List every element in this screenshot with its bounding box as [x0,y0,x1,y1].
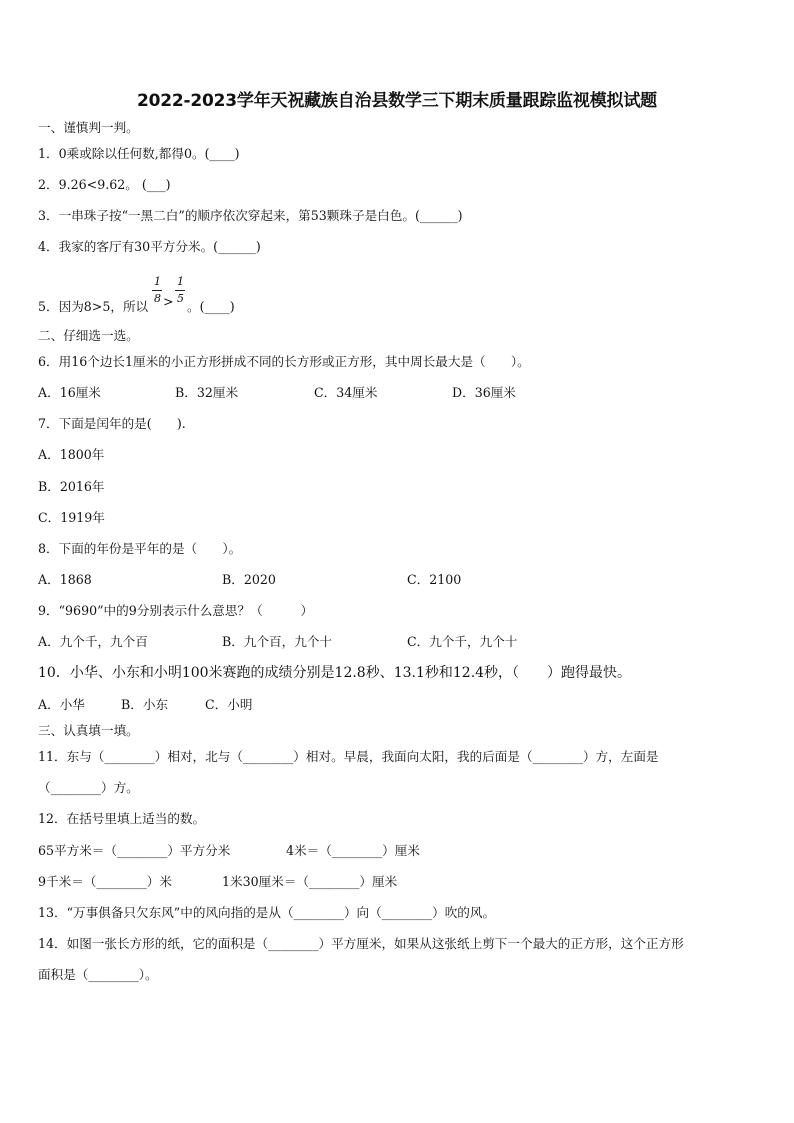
q8-option-a: A．1868 [38,572,92,587]
question-14-line-2: 面积是（________）。 [38,967,158,982]
q6-option-b: B．32厘米 [175,385,239,400]
q6-option-c: C．34厘米 [314,385,378,400]
question-13: 13．“万事俱备只欠东风”中的风向指的是从（________）向（________）吹的风。 [38,905,496,920]
fraction-2-numerator: 1 [177,275,184,288]
q12-item-d: 1米30厘米＝（________）厘米 [222,874,398,889]
fraction-2-denominator: 5 [177,292,184,305]
question-7: 7．下面是闰年的是( ). [38,416,186,431]
fraction-1-denominator: 8 [154,292,161,305]
page-title: 2022-2023学年天祝藏族自治县数学三下期末质量跟踪监视模拟试题 [137,91,657,111]
question-2: 2．9.26<9.62。 (___) [38,177,171,192]
fraction-1-numerator: 1 [154,275,161,288]
q12-item-c: 9千米＝（________）米 [38,874,172,889]
question-14-line-1: 14．如图一张长方形的纸，它的面积是（________）平方厘米，如果从这张纸上剪下一个最大的正方形，这个正方形 [38,936,684,951]
section-heading-choose: 二、仔细选一选。 [38,328,139,343]
q9-option-b: B．九个百，九个十 [222,634,333,649]
question-11-line-1: 11．东与（________）相对，北与（________）相对。早晨，我面向太阳，我的后面是（________）方，左面是 [38,749,659,764]
fraction-2-bar [175,290,185,291]
q9-option-c: C．九个千，九个十 [407,634,518,649]
question-4: 4．我家的客厅有30平方分米。(______) [38,239,261,254]
q7-option-c: C．1919年 [38,510,105,525]
section-heading-judge: 一、谨慎判一判。 [38,120,139,135]
question-3: 3．一串珠子按“一黑二白”的顺序依次穿起来，第53颗珠子是白色。(______) [38,208,463,223]
question-5-suffix: 。(____) [187,299,235,314]
q12-item-a: 65平方米＝（________）平方分米 [38,843,231,858]
question-10: 10．小华、小东和小明100米赛跑的成绩分别是12.8秒、13.1秒和12.4秒，（ ）跑得最快。 [38,665,632,681]
greater-than-sign: > [163,294,174,309]
question-6: 6．用16个边长1厘米的小正方形拼成不同的长方形或正方形，其中周长最大是（ ）。 [38,354,530,369]
q12-item-b: 4米＝（________）厘米 [286,843,420,858]
q10-option-a: A．小华 [38,697,85,712]
section-heading-fill: 三、认真填一填。 [38,723,139,738]
q8-option-c: C．2100 [407,572,462,587]
question-5-prefix: 5．因为8>5，所以 [38,299,149,314]
q6-option-d: D．36厘米 [452,385,516,400]
q10-option-b: B．小东 [121,697,169,712]
question-1: 1．0乘或除以任何数,都得0。(____) [38,146,240,161]
q8-option-b: B．2020 [222,572,276,587]
q6-option-a: A．16厘米 [38,385,101,400]
fraction-1-bar [152,290,162,291]
question-11-line-2: （________）方。 [38,780,139,795]
q7-option-b: B．2016年 [38,479,105,494]
q9-option-a: A．九个千，九个百 [38,634,148,649]
question-8: 8．下面的年份是平年的是（ ）。 [38,541,242,556]
q7-option-a: A．1800年 [38,447,105,462]
question-12: 12．在括号里填上适当的数。 [38,811,206,826]
q10-option-c: C．小明 [205,697,253,712]
question-9: 9．“9690”中的9分别表示什么意思？（ ） [38,603,314,618]
